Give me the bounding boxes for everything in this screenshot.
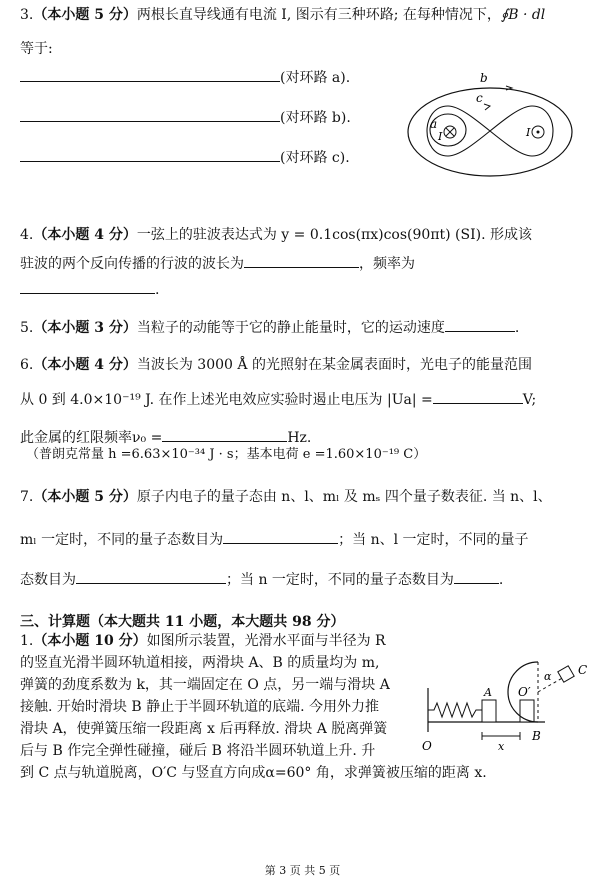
- q3-blank-c[interactable]: [20, 148, 280, 162]
- q5-heading: （本小题 3 分）: [33, 320, 137, 336]
- calc1-line6: [20, 742, 375, 760]
- q7-text2: mₗ 一定时，不同的量子态数目为: [20, 532, 224, 548]
- calc1-number: 1.: [20, 633, 34, 649]
- q5-line1: [20, 318, 519, 337]
- fig-label-c: c: [476, 91, 483, 105]
- fig-label-C: C: [578, 663, 588, 677]
- q6-text1: 当波长为 3000 Å 的光照射在某金属表面时，光电子的能量范围: [136, 357, 532, 373]
- q7-heading: （本小题 5 分）: [33, 489, 137, 505]
- section-3-title: [20, 613, 344, 631]
- q3-text2: 等于:: [20, 41, 53, 57]
- calc1-line5: [20, 720, 387, 738]
- q6-blank-voltage[interactable]: [433, 390, 523, 404]
- q4-blank-wavelength[interactable]: [244, 254, 359, 268]
- q6-text3b: Hz.: [287, 430, 312, 446]
- loop-b-ellipse: [408, 88, 572, 176]
- q6-text2: 从 0 到 4.0×10⁻¹⁹ J. 在作上述光电效应实验时遏止电压为 |Ua| =: [20, 392, 433, 408]
- page-footer: 第 3 页 共 5 页: [264, 864, 341, 877]
- q6-line1: [20, 356, 532, 374]
- q7-text2b: ；当 n、l 一定时，不同的量子: [338, 532, 529, 548]
- q6-blank-frequency[interactable]: [162, 428, 287, 442]
- q3-heading: （本小题 5 分）: [33, 7, 137, 23]
- q6-number: 6.: [20, 357, 34, 373]
- q7-blank-1[interactable]: [223, 530, 338, 544]
- fig-label-O: O: [422, 739, 432, 753]
- calc1-l7: 到 C 点与轨道脱离，O′C 与竖直方向成α=60° 角，求弹簧被压缩的距离 x.: [20, 765, 487, 781]
- q7-line1: [20, 488, 552, 506]
- calc1-line2: [20, 654, 379, 672]
- fig-label-I2: I: [526, 126, 531, 139]
- q4-text4: .: [155, 282, 160, 298]
- q7-blank-3[interactable]: [454, 570, 499, 584]
- q3-loop-figure: [400, 70, 580, 185]
- block-b: [520, 700, 534, 722]
- fig-label-a: a: [430, 117, 438, 131]
- calc1-track-figure: [420, 650, 600, 758]
- q3-blank-b[interactable]: [20, 108, 280, 122]
- q6-constants: （普朗克常量 h =6.63×10⁻³⁴ J · s；基本电荷 e =1.60×10⁻¹⁹ C）: [26, 447, 427, 462]
- q5-text1: 当粒子的动能等于它的静止能量时，它的运动速度: [136, 320, 445, 336]
- q6-text3: 此金属的红限频率ν₀ =: [20, 430, 163, 446]
- fig-label-B: B: [532, 729, 541, 743]
- q7-line2: [20, 530, 529, 549]
- q3-line1: [20, 6, 545, 24]
- q4-text2: 驻波的两个反向传播的行波的波长为: [20, 256, 244, 272]
- q3-line2: [20, 40, 53, 58]
- q7-text3b: ；当 n 一定时，不同的量子态数目为: [226, 572, 454, 588]
- q6-line3: [20, 428, 311, 447]
- fig-label-O-prime: O′: [518, 685, 531, 699]
- calc1-l1: 如图所示装置，光滑水平面与半径为 R: [146, 633, 386, 649]
- q6-text2b: V;: [522, 392, 537, 408]
- q4-heading: （本小题 4 分）: [33, 227, 137, 243]
- q4-line3: [20, 280, 159, 299]
- fig-label-x: x: [498, 740, 505, 753]
- fig-label-I1: I: [438, 130, 443, 143]
- q4-line1: [20, 226, 532, 244]
- q4-number: 4.: [20, 227, 34, 243]
- calc1-l2: 的竖直光滑半圆环轨道相接，两滑块 A、B 的质量均为 m,: [20, 655, 380, 671]
- q3-number: 3.: [20, 7, 34, 23]
- calc1-line7: [20, 764, 487, 782]
- calc1-line1: [20, 632, 386, 650]
- q6-line2: [20, 390, 536, 409]
- block-a: [482, 700, 496, 722]
- q6-heading: （本小题 4 分）: [33, 357, 137, 373]
- section-3-title-text: 三、计算题（本大题共 11 小题，本大题共 98 分）: [20, 614, 345, 630]
- calc1-line3: [20, 676, 390, 694]
- q7-text3c: .: [498, 572, 504, 588]
- q7-line3: [20, 570, 503, 589]
- calc1-l4: 接触. 开始时滑块 B 静止于半圆环轨道的底端. 今用外力推: [20, 699, 379, 715]
- q3-opt-a: (对环路 a).: [280, 70, 351, 86]
- q3-answer-c: [20, 148, 350, 167]
- q3-blank-a[interactable]: [20, 68, 280, 82]
- q3-opt-c: (对环路 c).: [280, 150, 350, 166]
- calc1-l6: 后与 B 作完全弹性碰撞，碰后 B 将沿半圆环轨道上升. 升: [20, 743, 376, 759]
- q4-blank-frequency[interactable]: [20, 280, 155, 294]
- q7-text3: 态数目为: [20, 572, 76, 588]
- q6-line4: [26, 446, 426, 464]
- q4-line2: [20, 254, 415, 273]
- q3-answer-b: [20, 108, 351, 127]
- q5-text2: .: [514, 320, 520, 336]
- loop-c-figure-eight: [427, 106, 553, 156]
- spring: [428, 703, 482, 717]
- q7-blank-2[interactable]: [76, 570, 226, 584]
- calc1-heading: （本小题 10 分）: [33, 633, 147, 649]
- q5-blank-speed[interactable]: [445, 318, 515, 332]
- q5-number: 5.: [20, 320, 34, 336]
- calc1-l5: 滑块 A，使弹簧压缩一段距离 x 后再释放. 滑块 A 脱离弹簧: [20, 721, 388, 737]
- block-c: [558, 666, 574, 682]
- calc1-l3: 弹簧的劲度系数为 k，其一端固定在 O 点，另一端与滑块 A: [20, 677, 390, 693]
- q3-answer-a: [20, 68, 350, 87]
- fig-label-A: A: [484, 686, 492, 699]
- q4-text3: ，频率为: [359, 256, 415, 272]
- q3-text1: 两根长直导线通有电流 I, 图示有三种环路; 在每种情况下，: [136, 7, 501, 23]
- q3-opt-b: (对环路 b).: [280, 110, 351, 126]
- q7-text1: 原子内电子的量子态由 n、l、mₗ 及 mₛ 四个量子数表征. 当 n、l、: [136, 489, 552, 505]
- q3-integral: ∮B · dl: [500, 7, 546, 23]
- q7-number: 7.: [20, 489, 34, 505]
- fig-label-alpha: α: [544, 670, 552, 683]
- calc1-line4: [20, 698, 379, 716]
- fig-label-b: b: [480, 71, 488, 85]
- q4-text1: 一弦上的驻波表达式为 y = 0.1cos(πx)cos(90πt) (SI). 形成该: [136, 227, 533, 243]
